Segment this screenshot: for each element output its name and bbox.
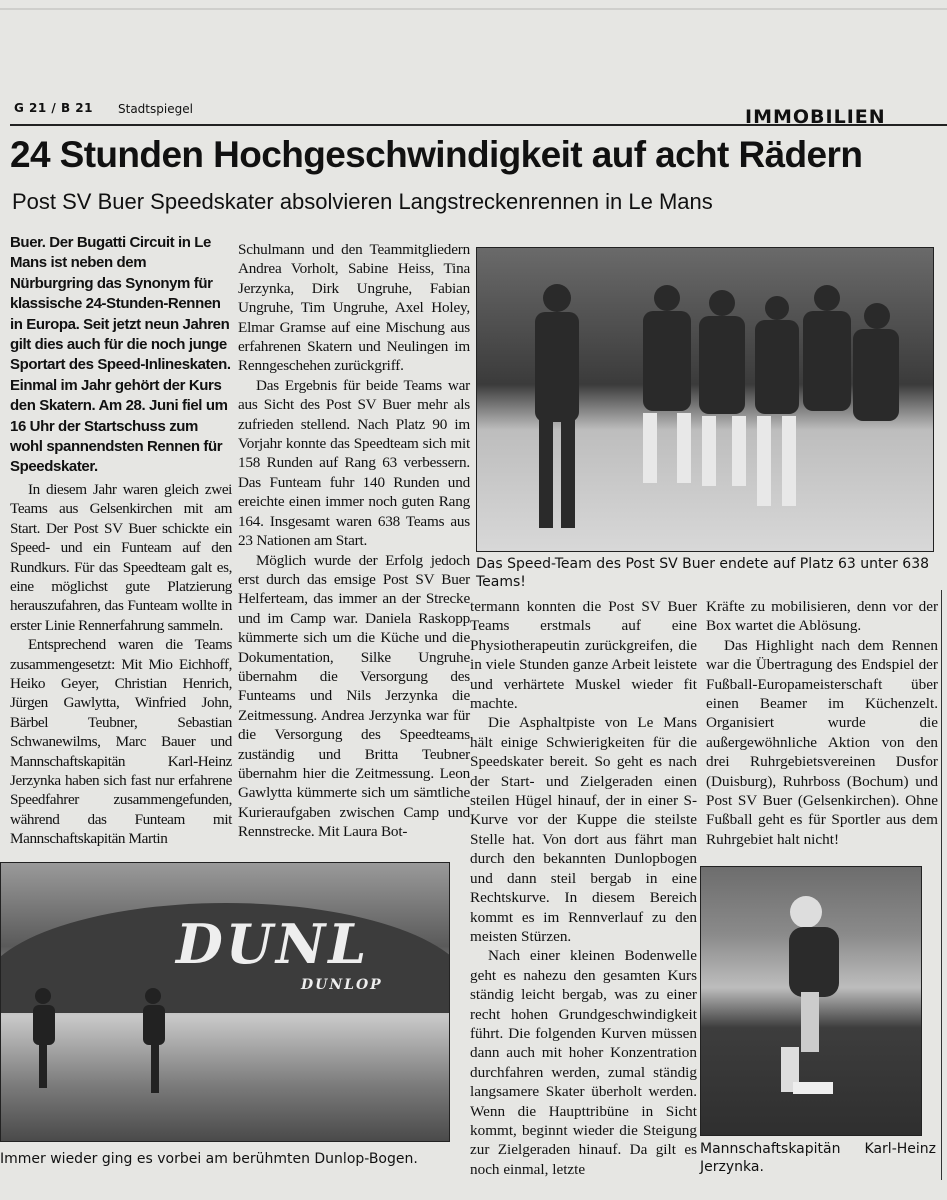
captain-photo: [700, 866, 922, 1136]
paragraph: termann konnten die Post SV Buer Teams erstmals auf eine Physiotherapeutin zurückgreifen, die in viele Stunden ganze Arbeit leistete und verhärtete Muskel wieder fit machte.: [470, 598, 697, 713]
paragraph: Das Highlight nach dem Rennen war die Übertragung des Endspiel der Fußball-Europameisterschaft über einen Beamer im Küchenzelt. Organisiert wurde die außergewöhnliche Aktion von den drei Ruhrgebietsvereinen Dusfor (Duisburg), Ruhrboss (Bochum) und Post SV Buer (Gelsenkirchen). Ohne Fußball geht es für Sportler aus dem Ruhrgebiet halt nicht!: [706, 636, 938, 848]
captain-skater-figure: [701, 867, 921, 1135]
dunlop-photo-caption: Immer wieder ging es vorbei am berühmten Dunlop-Bogen.: [0, 1151, 418, 1167]
article-subheadline: Post SV Buer Speedskater absolvieren Langstreckenrennen in Le Mans: [12, 189, 713, 214]
paragraph: Möglich wurde der Erfolg jedoch erst durch das emsige Post SV Buer Helferteam, das immer an der Strecke und im Camp war. Daniela Raskopp kümmerte sich um die Küche und die Dokumentation, Silke Ungruhe übernahm die Versorgung des Funteams und Nils Jerzynka die Zeitmessung. Andrea Jerzynka war für die Versorgung des Speedteams zuständig und Britta Teubner übernahm hier die Zeitmessung. Leon Gawlytta kümmerte sich um sämtliche Kurieraufgaben zwischen Camp und Rennstrecke. Mit Laura Bot-: [238, 551, 470, 841]
column-2: [238, 240, 470, 842]
paragraph: Das Ergebnis für beide Teams war aus Sicht des Post SV Buer mehr als zufrieden stellend. Nach Platz 90 im Vorjahr konnte das Speedteam sich mit 158 Runden auf Rang 63 verbessern. Das Funteam fuhr 140 Runden und ereichte einen immer noch guten Rang 164. Insgesamt waren 638 Teams aus 23 Nationen am Start.: [238, 376, 470, 550]
paragraph: Schulmann und den Teammitgliedern Andrea Vorholt, Sabine Heiss, Tina Jerzynka, Dirk Ungruhe, Fabian Ungruhe, Tim Ungruhe, Axel Holey, Elmar Gramse auf eine Mischung aus erfahrenen Skatern und Neulingen im Renngeschehen zurückgriff.: [238, 241, 470, 375]
column-1: [10, 233, 232, 849]
captain-photo-caption: Mannschaftskapitän Karl-Heinz Jerzynka.: [700, 1141, 936, 1175]
section-name: Stadtspiegel: [118, 102, 193, 116]
dunlop-sign-small: DUNLOP: [301, 977, 383, 993]
ressort-label: IMMOBILIEN: [745, 106, 886, 128]
paragraph: Entsprechend waren die Teams zusammengesetzt: Mit Mio Eichhoff, Heiko Geyer, Christian Henrich, Jürgen Gawlytta, Winfried John, Bärbel Teubner, Sebastian Schwanewilms, Marc Bauer und Mannschaftskapitän Karl-Heinz Jerzynka haben sich fast nur erfahrene Speedfahrer zusammengefunden, während das Funteam mit Mannschaftskapitän Martin: [10, 636, 232, 848]
column-divider: [941, 590, 942, 1180]
team-photo: [476, 247, 934, 552]
article-lede: Buer. Der Bugatti Circuit in Le Mans ist neben dem Nürburgring das Synonym für klassische 24-Stunden-Rennen in Europa. Seit jetzt neun Jahren gilt dies auch für die noch junge Sportart des Speed-Inlineskaten. Einmal im Jahr gehört der Kurs den Skatern. Am 28. Juni fiel um 16 Uhr der Startschuss zum wohl spannendsten Rennen für Speedskater.: [10, 234, 231, 476]
column-4: [706, 597, 938, 849]
paragraph: In diesem Jahr waren gleich zwei Teams aus Gelsenkirchen mit am Start. Der Post SV Buer schickte ein Speed- und ein Funteam auf den Rundkurs. Für das Speedteam galt es, eine möglichst gute Platzierung herauszufahren, das Funteam wollte in erster Linie Rennerfahrung sammeln.: [10, 480, 232, 634]
team-photo-caption: Das Speed-Team des Post SV Buer endete auf Platz 63 unter 638 Teams!: [476, 556, 930, 590]
team-photo-figures: [477, 248, 933, 551]
dunlop-bridge-photo: [0, 862, 450, 1142]
column-3: [470, 597, 697, 1179]
article-headline: 24 Stunden Hochgeschwindigkeit auf acht Rädern: [10, 134, 863, 175]
paragraph: Kräfte zu mobilisieren, denn vor der Box wartet die Ablösung.: [706, 598, 938, 635]
page-edge-line: [0, 8, 947, 10]
skaters-figures: [1, 863, 449, 1141]
paragraph: Die Asphaltpiste von Le Mans hält einige Schwierigkeiten für die Speedskater bereit. So geht es nach der Start- und Zielgeraden einen steilen Hügel hinauf, der in einer S-Kurve vor der Kuppe die steilste Stelle hat. Von dort aus fährt man durch den bekannten Dunlopbogen und dann steil bergab in eine Rechtskurve. In diesem Bereich kommt es im Rennverlauf zu den meisten Stürzen.: [470, 714, 697, 945]
paragraph: Nach einer kleinen Bodenwelle geht es nahezu den gesamten Kurs ständig leicht bergab, was zu einer recht hohen Grundgeschwindigkeit führt. Die folgenden Kurven müssen dann auch mit hoher Konzentration durchfahren werden, zumal ständig langsamere Skater überholt werden. Wenn die Haupttribüne in Sicht kommt, beginnt wieder die Steigung zur Zielgeraden hinauf. Da gilt es noch einmal, letzte: [470, 947, 697, 1178]
page-number: G 21 / B 21: [14, 101, 93, 115]
dunlop-sign-large: DUNL: [176, 912, 370, 976]
